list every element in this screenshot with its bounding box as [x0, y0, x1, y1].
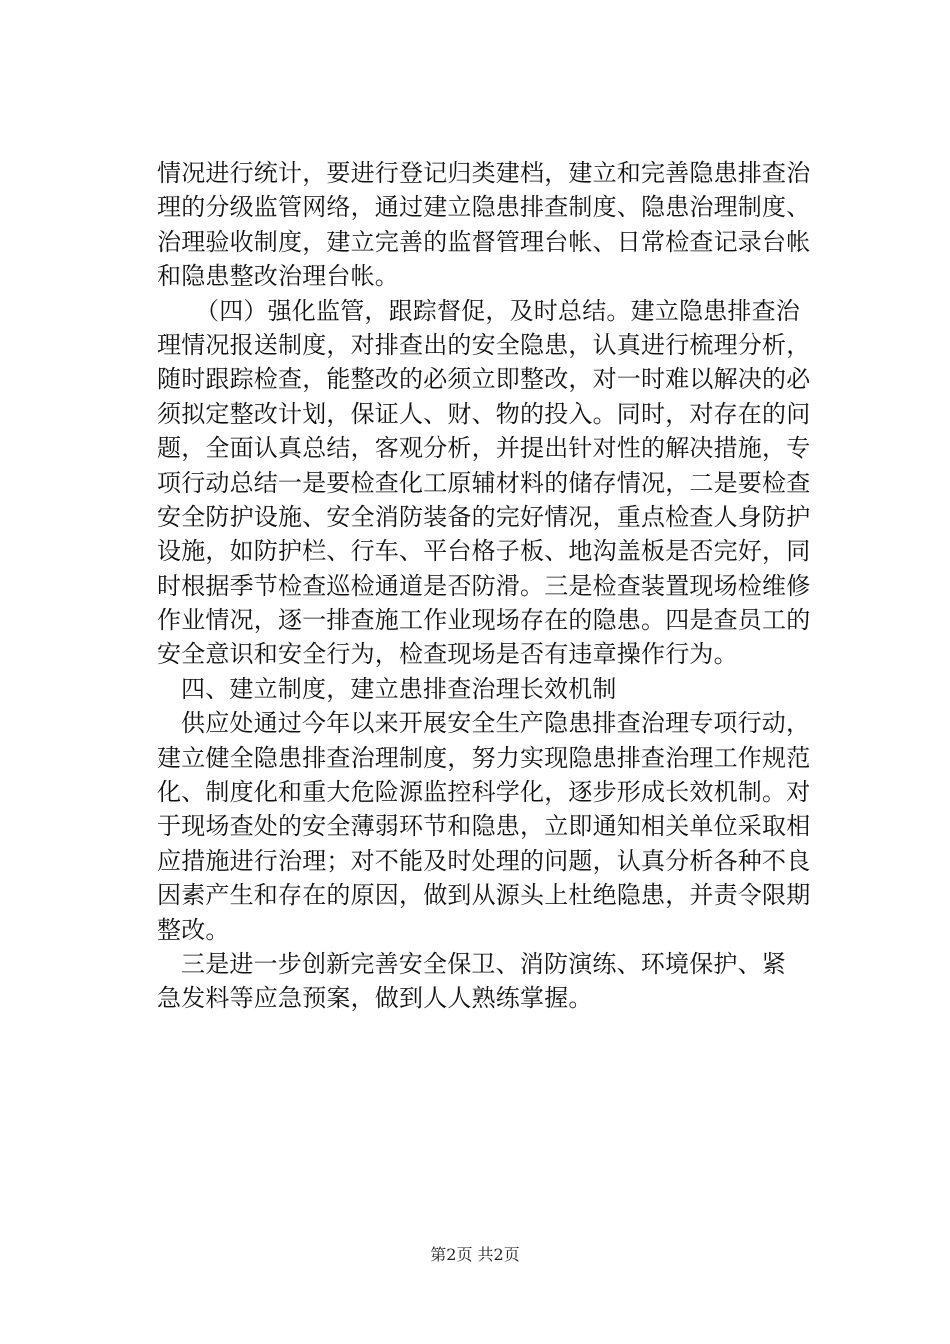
text-line: 急发料等应急预案，做到人人熟练掌握。 — [157, 984, 593, 1013]
text-line: 整改。 — [157, 915, 230, 944]
text-line: 因素产生和存在的原因，做到从源头上杜绝隐患，并责令限期 — [157, 881, 811, 910]
text-line: 随时跟踪检查，能整改的必须立即整改，对一时难以解决的必 — [157, 365, 811, 394]
text-line: 于现场查处的安全薄弱环节和隐患，立即通知相关单位采取相 — [157, 812, 811, 841]
text-line: 应措施进行治理；对不能及时处理的问题，认真分析各种不良 — [157, 846, 811, 875]
text-line: 题，全面认真总结，客观分析，并提出针对性的解决措施，专 — [157, 434, 811, 463]
text-line: 安全防护设施、安全消防装备的完好情况，重点检查人身防护 — [157, 502, 811, 531]
paragraph-start-line: （四）强化监管，跟踪督促，及时总结。建立隐患排查治 — [195, 296, 800, 325]
text-line: 治理验收制度，建立完善的监督管理台帐、日常检查记录台帐 — [157, 227, 811, 256]
text-line: 理情况报送制度，对排查出的安全隐患，认真进行梳理分析， — [157, 330, 811, 359]
text-line: 项行动总结一是要检查化工原辅材料的储存情况，二是要检查 — [157, 468, 811, 497]
text-line: 和隐患整改治理台帐。 — [157, 262, 399, 291]
section-heading: 四、建立制度，建立患排查治理长效机制 — [181, 674, 617, 703]
text-line: 须拟定整改计划，保证人、财、物的投入。同时，对存在的问 — [157, 399, 811, 428]
text-line: 安全意识和安全行为，检查现场是否有违章操作行为。 — [157, 640, 738, 669]
text-line: 情况进行统计，要进行登记归类建档，建立和完善隐患排查治 — [157, 159, 811, 187]
text-line: 化、制度化和重大危险源监控科学化，逐步形成长效机制。对 — [157, 778, 811, 807]
text-line: 建立健全隐患排查治理制度，努力实现隐患排查治理工作规范 — [157, 743, 811, 772]
text-line: 时根据季节检查巡检通道是否防滑。三是检查装置现场检维修 — [157, 571, 811, 600]
paragraph-start-line: 三是进一步创新完善安全保卫、消防演练、环境保护、紧 — [181, 949, 786, 978]
document-body — [157, 156, 837, 1016]
text-line: 理的分级监管网络，通过建立隐患排查制度、隐患治理制度、 — [157, 193, 811, 222]
paragraph-start-line: 供应处通过今年以来开展安全生产隐患排查治理专项行动， — [181, 709, 811, 738]
text-line: 设施，如防护栏、行车、平台格子板、地沟盖板是否完好，同 — [157, 537, 811, 566]
page-number-footer: 第2页 共2页 — [430, 1245, 520, 1264]
text-line: 作业情况，逐一排查施工作业现场存在的隐患。四是查员工的 — [157, 606, 811, 635]
